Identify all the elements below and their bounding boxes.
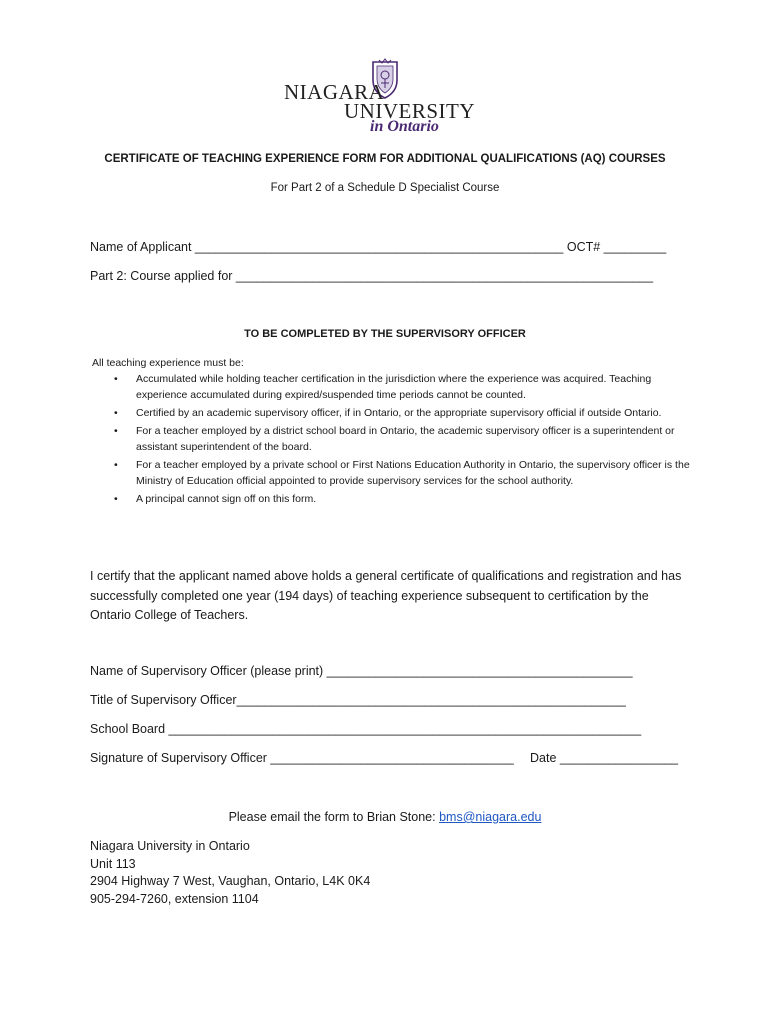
form-subtitle: For Part 2 of a Schedule D Specialist Course — [270, 182, 500, 194]
certification-statement: I certify that the applicant named above holds a general certificate of qualifications and registration and has successfully completed one year (194 days) of teaching experience subsequent to certification by the Ontario College of Teachers. — [90, 569, 682, 622]
list-item: • For a teacher employed by a district school board in Ontario, the academic supervisory officer is a superintendent or assistant superintendent of the board. — [114, 425, 675, 453]
bullet-icon: • — [114, 459, 118, 471]
list-item: • Accumulated while holding teacher certification in the jurisdiction where the experience was acquired. Teaching experience accumulated during expired/suspended time periods cannot be counted. — [114, 373, 652, 401]
bullet-icon: • — [114, 493, 118, 505]
logo-line-university: UNIVERSITY — [344, 99, 475, 123]
officer-title-field[interactable]: Title of Supervisory Officer________________________________________________________ — [90, 693, 626, 707]
bullet-icon: • — [114, 373, 118, 385]
officer-signature-field[interactable]: Signature of Supervisory Officer ___________________________________ — [90, 751, 514, 765]
email-instruction — [0, 810, 770, 824]
logo-line-niagara: NIAGARA — [284, 80, 385, 104]
bullet-icon: • — [114, 425, 118, 437]
experience-intro: All teaching experience must be: — [92, 357, 244, 369]
email-prefix: Please email the form to Brian Stone: — [228, 810, 440, 824]
supervisory-heading: TO BE COMPLETED BY THE SUPERVISORY OFFICER — [244, 328, 526, 340]
requirements-list — [92, 371, 692, 509]
list-item: • A principal cannot sign off on this form. — [114, 493, 317, 505]
school-board-field[interactable]: School Board ____________________________________________________________________ — [90, 722, 642, 736]
officer-name-field[interactable]: Name of Supervisory Officer (please print) ____________________________________________ — [90, 664, 633, 678]
niagara-university-logo — [284, 58, 474, 142]
bullet-icon: • — [114, 407, 118, 419]
course-applied-field[interactable]: Part 2: Course applied for ____________________________________________________________ — [90, 269, 654, 283]
email-link[interactable]: bms@niagara.edu — [439, 810, 542, 824]
list-item: • For a teacher employed by a private school or First Nations Education Authority in Ontario, the supervisory officer is the Ministry of Education official appointed to provide supervisory services for the school authority. — [114, 459, 690, 487]
address-block — [90, 838, 370, 908]
logo-line-in-ontario: in Ontario — [370, 118, 439, 135]
address-line: Niagara University in Ontario — [90, 839, 250, 853]
address-line: 2904 Highway 7 West, Vaughan, Ontario, L4K 0K4 — [90, 874, 371, 888]
date-field[interactable]: Date _________________ — [530, 751, 679, 765]
list-item: • Certified by an academic supervisory officer, if in Ontario, or the appropriate supervisory official if outside Ontario. — [114, 407, 662, 419]
address-line: 905-294-7260, extension 1104 — [90, 891, 259, 906]
form-title: CERTIFICATE OF TEACHING EXPERIENCE FORM FOR ADDITIONAL QUALIFICATIONS (AQ) COURSES — [104, 153, 666, 165]
address-line: Unit 113 — [90, 856, 136, 871]
applicant-name-field[interactable]: Name of Applicant _____________________________________________________ OCT# _________ — [90, 240, 667, 254]
